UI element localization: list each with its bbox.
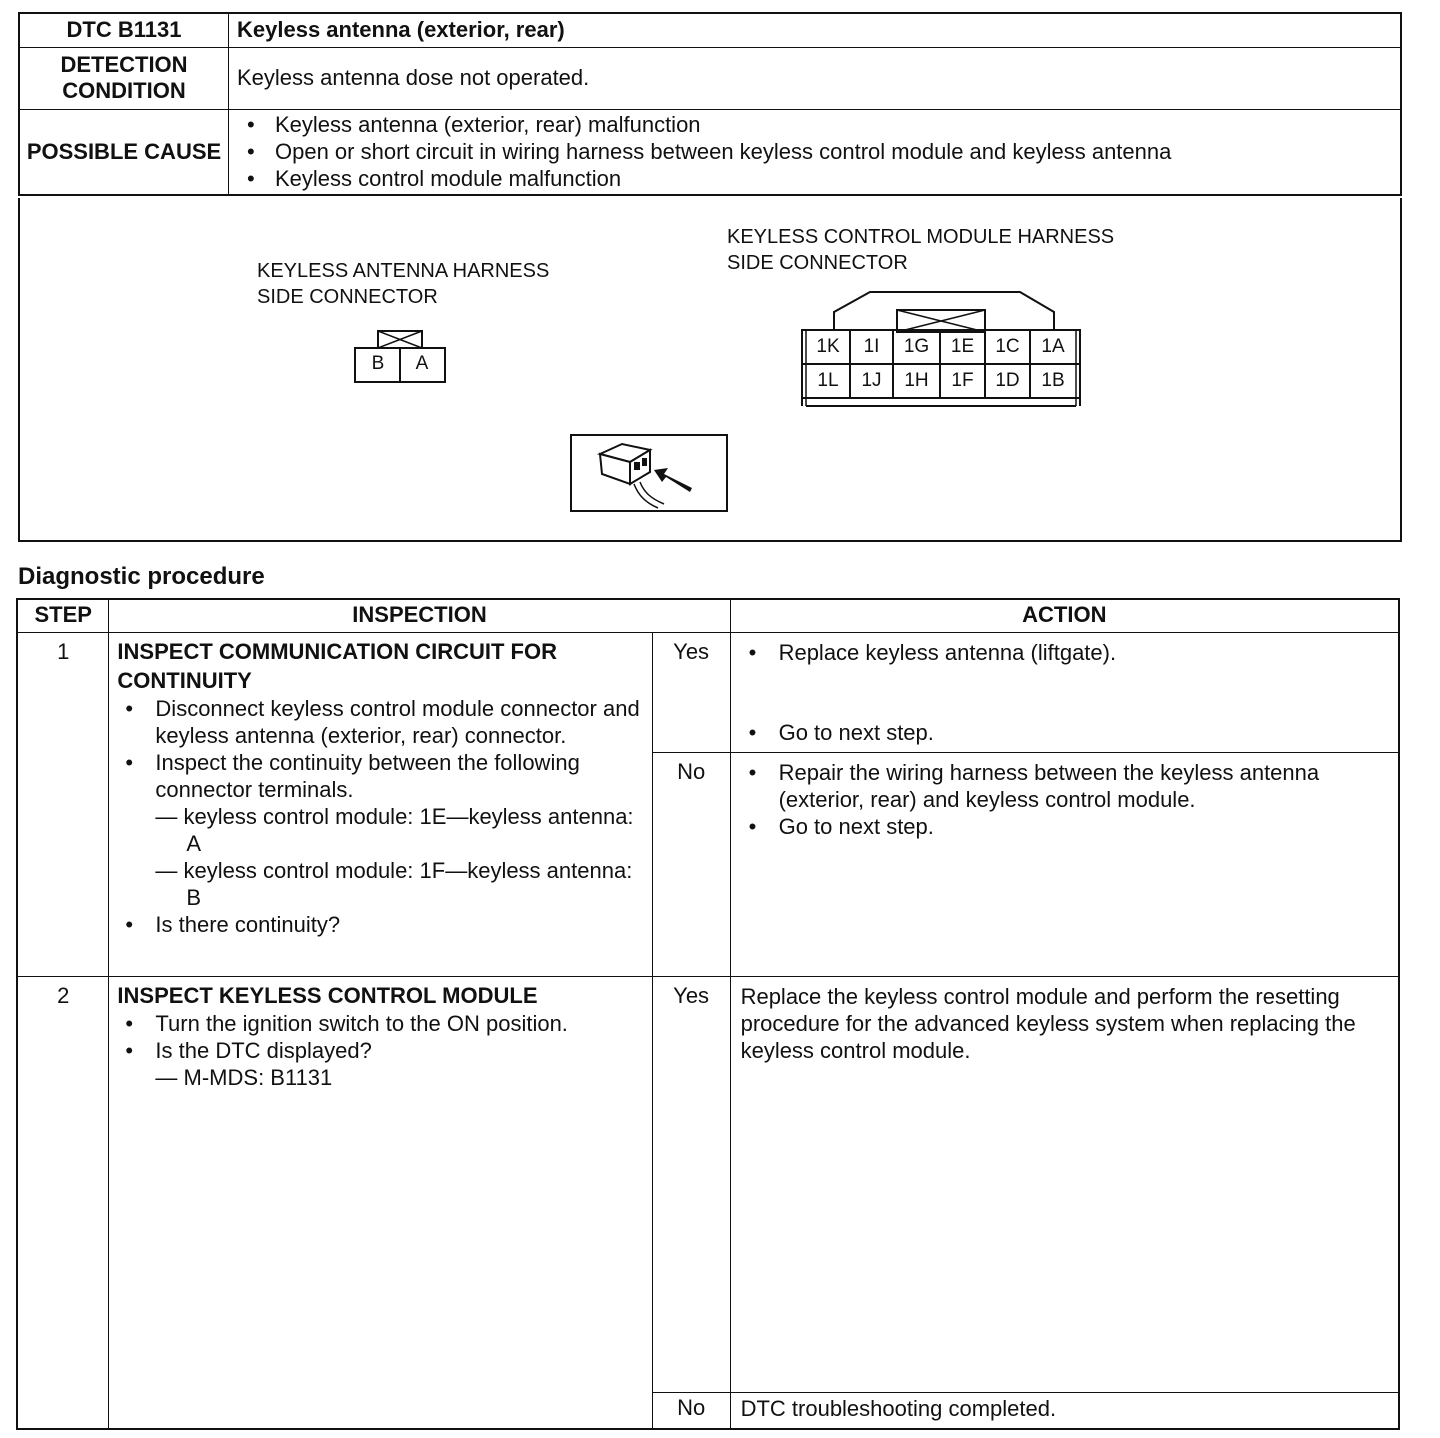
step-2-number: 2: [17, 977, 109, 1430]
dtc-info-table: [18, 12, 1402, 196]
step-1-number: 1: [17, 633, 109, 977]
pin-1A: 1A: [1041, 336, 1065, 357]
pin-1C: 1C: [995, 336, 1020, 357]
pin-B: B: [371, 353, 385, 374]
step-1-no: No: [652, 753, 730, 977]
step-2-dtc-code: — M-MDS: B1131: [155, 1065, 333, 1090]
detection-condition-label: DETECTION CONDITION: [19, 47, 229, 109]
action-item: • Repair the wiring harness between the keyless antenna (exterior, rear) and keyless control module.: [779, 759, 1390, 813]
pin-1E: 1E: [950, 336, 975, 357]
antenna-connector: [354, 330, 446, 386]
step-2-inspection: [109, 977, 652, 1430]
step-2-yes-action: Replace the keyless control module and perform the resetting procedure for the advanced keyless system when replacing the keyless control module.: [730, 977, 1399, 1393]
connector-diagram: [18, 198, 1402, 542]
module-connector-label: KEYLESS CONTROL MODULE HARNESS SIDE CONNECTOR: [727, 226, 1115, 274]
step-2-no: No: [652, 1393, 730, 1430]
pin-1K: 1K: [816, 336, 840, 357]
step-2-yes: Yes: [652, 977, 730, 1393]
action-item: • Replace keyless antenna (liftgate).: [779, 639, 1390, 666]
pin-1I: 1I: [863, 336, 880, 357]
harness-side-view-icon: [570, 434, 728, 512]
cause-item: • Keyless control module malfunction: [275, 165, 1399, 192]
diagnostic-procedure-title: Diagnostic procedure: [18, 563, 265, 590]
pin-1J: 1J: [861, 370, 882, 391]
step-1-bullet: • Is there continuity?: [155, 911, 645, 938]
step-2-bullet: • Turn the ignition switch to the ON position.: [155, 1010, 645, 1037]
step-2-no-action: DTC troubleshooting completed.: [730, 1393, 1399, 1430]
possible-cause-list: [233, 111, 1399, 192]
step-1-inspection: [109, 633, 652, 977]
step-1-terminal-pair: — keyless control module: 1F—keyless antenna: B: [155, 858, 633, 910]
step-1-terminal-pair: — keyless control module: 1E—keyless antenna: A: [155, 804, 634, 856]
dtc-code: DTC B1131: [19, 13, 229, 47]
pin-1H: 1H: [904, 370, 929, 391]
pin-A: A: [415, 353, 429, 374]
action-item: • Go to next step.: [779, 719, 1390, 746]
pin-1F: 1F: [951, 370, 974, 391]
possible-cause-label: POSSIBLE CAUSE: [19, 109, 229, 195]
pin-1G: 1G: [903, 336, 930, 357]
step-1-bullet: • Inspect the continuity between the following connector terminals.: [155, 749, 645, 803]
pin-1L: 1L: [817, 370, 839, 391]
header-step: STEP: [17, 599, 109, 633]
diagnostic-procedure-table: [16, 598, 1400, 1430]
step-1-no-action: [730, 753, 1399, 977]
step-2-bullet: • Is the DTC displayed?: [155, 1037, 645, 1064]
module-connector: [800, 290, 1082, 412]
step-1-title: INSPECT COMMUNICATION CIRCUIT FOR CONTINUITY: [117, 639, 557, 693]
pin-1D: 1D: [995, 370, 1020, 391]
step-1-yes: Yes: [652, 633, 730, 753]
header-action: ACTION: [730, 599, 1399, 633]
detection-condition-value: Keyless antenna dose not operated.: [229, 47, 1402, 109]
pin-1B: 1B: [1041, 370, 1065, 391]
step-1-bullet: • Disconnect keyless control module connector and keyless antenna (exterior, rear) connector.: [155, 695, 645, 749]
cause-item: • Open or short circuit in wiring harness between keyless control module and keyless antenna: [275, 138, 1399, 165]
step-1-yes-action: [730, 633, 1399, 753]
action-item: • Go to next step.: [779, 813, 1390, 840]
step-2-title: INSPECT KEYLESS CONTROL MODULE: [117, 983, 538, 1008]
antenna-connector-label: KEYLESS ANTENNA HARNESS SIDE CONNECTOR: [257, 260, 550, 308]
header-inspection: INSPECTION: [109, 599, 730, 633]
dtc-title: Keyless antenna (exterior, rear): [229, 13, 1402, 47]
cause-item: • Keyless antenna (exterior, rear) malfunction: [275, 111, 1399, 138]
